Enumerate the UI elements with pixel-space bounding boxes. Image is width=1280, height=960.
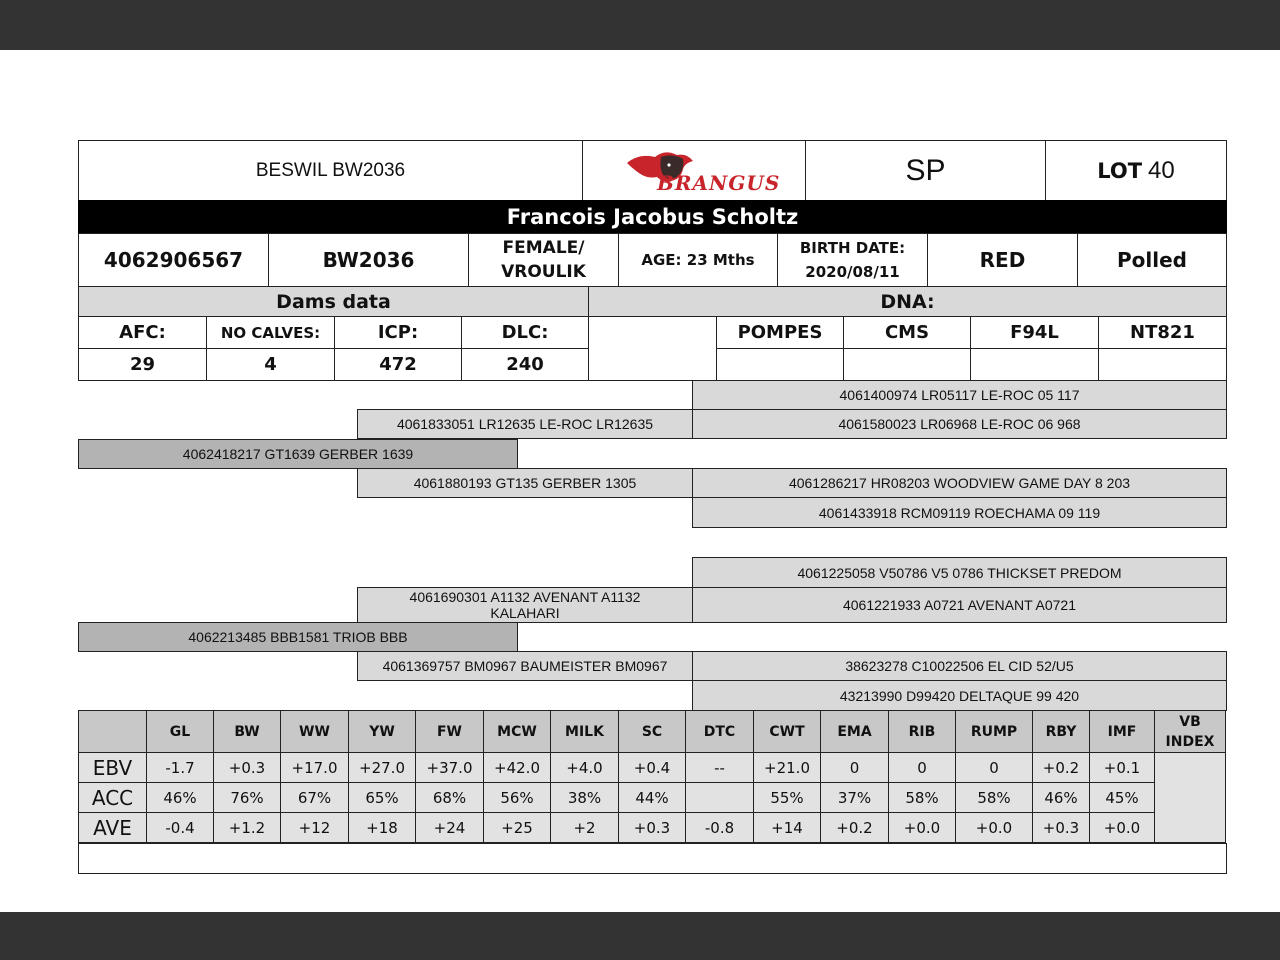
ebv-col-header: BW bbox=[214, 711, 281, 753]
dna-value-cms bbox=[843, 348, 971, 381]
dna-value-pompes bbox=[716, 348, 844, 381]
dna-label-nt821 bbox=[1098, 316, 1227, 349]
pedigree-ssd bbox=[692, 409, 1227, 439]
acc-cell: 37% bbox=[821, 783, 889, 813]
ebv-col-header: FW bbox=[416, 711, 484, 753]
dna-blank-cell bbox=[588, 316, 717, 381]
pedigree-sds bbox=[692, 468, 1227, 498]
pedigree-dss bbox=[692, 557, 1227, 588]
ebv-cell: +0.3 bbox=[214, 753, 281, 783]
animal-name: BESWIL BW2036 bbox=[255, 159, 406, 181]
pedigree-text: 4061286217 HR08203 WOODVIEW GAME DAY 8 203 bbox=[788, 475, 1131, 491]
pedigree-sd bbox=[357, 468, 693, 498]
ebv-col-header: SC bbox=[619, 711, 686, 753]
ave-cell: +18 bbox=[349, 813, 416, 843]
birth-date: 2020/08/11 bbox=[805, 263, 900, 281]
animal-id: BW2036 bbox=[322, 248, 415, 272]
pedigree-text: 43213990 D99420 DELTAQUE 99 420 bbox=[839, 687, 1080, 704]
dna-label-cms bbox=[843, 316, 971, 349]
pedigree-text: 4062418217 GT1639 GERBER 1639 bbox=[182, 446, 414, 462]
acc-cell: 58% bbox=[889, 783, 956, 813]
acc-cell: 46% bbox=[1033, 783, 1090, 813]
brangus-logo bbox=[619, 147, 781, 195]
ebv-cell: 0 bbox=[956, 753, 1033, 783]
pedigree-sdd bbox=[692, 497, 1227, 528]
dna-label-pompes bbox=[716, 316, 844, 349]
lot-number: 40 bbox=[1148, 156, 1175, 184]
ebv-row-label: EBV bbox=[79, 753, 147, 783]
dams-value-text: 29 bbox=[129, 354, 156, 375]
acc-cell: 38% bbox=[551, 783, 619, 813]
dams-value-dlc bbox=[461, 348, 589, 381]
acc-cell: 58% bbox=[956, 783, 1033, 813]
acc-cell: 65% bbox=[349, 783, 416, 813]
pedigree-text: 4061221933 A0721 AVENANT A0721 bbox=[842, 597, 1076, 613]
ebv-col-header: MCW bbox=[484, 711, 551, 753]
birth-date-cell bbox=[777, 233, 928, 287]
ebv-table bbox=[78, 710, 1226, 843]
pedigree-text: 4061580023 LR06968 LE-ROC 06 968 bbox=[838, 416, 1081, 432]
ebv-col-header: WW bbox=[281, 711, 349, 753]
dams-data-title: Dams data bbox=[276, 290, 391, 313]
dna-label-text: CMS bbox=[884, 322, 930, 343]
dams-value-text: 240 bbox=[506, 354, 544, 375]
acc-cell: 44% bbox=[619, 783, 686, 813]
ebv-cell: +21.0 bbox=[754, 753, 821, 783]
ebv-header-row bbox=[79, 711, 1226, 753]
acc-cell: 46% bbox=[147, 783, 214, 813]
ave-row-label: AVE bbox=[79, 813, 147, 843]
pedigree-ddd bbox=[692, 680, 1227, 711]
birth-date-label: BIRTH DATE: bbox=[799, 239, 906, 257]
dna-header bbox=[588, 286, 1227, 317]
owner-name: Francois Jacobus Scholtz bbox=[506, 205, 799, 229]
age-cell bbox=[618, 233, 778, 287]
pedigree-text: 4061833051 LR12635 LE-ROC LR12635 bbox=[396, 416, 654, 432]
acc-cell: 55% bbox=[754, 783, 821, 813]
sex-cell bbox=[468, 233, 619, 287]
acc-cell: 76% bbox=[214, 783, 281, 813]
ebv-cell: +37.0 bbox=[416, 753, 484, 783]
ebv-col-header: MILK bbox=[551, 711, 619, 753]
pedigree-dsd bbox=[692, 587, 1227, 623]
vb-index-value bbox=[1155, 753, 1226, 843]
ave-cell: -0.8 bbox=[686, 813, 754, 843]
ebv-col-header: GL bbox=[147, 711, 214, 753]
pedigree-text: KALAHARI bbox=[490, 605, 560, 621]
dams-label-dlc bbox=[461, 316, 589, 349]
pedigree-sire bbox=[78, 439, 518, 469]
pedigree-ds bbox=[357, 587, 693, 623]
ave-cell: +24 bbox=[416, 813, 484, 843]
ave-row bbox=[79, 813, 1226, 843]
sex-line1: FEMALE/ bbox=[502, 238, 585, 258]
pedigree-sss bbox=[692, 380, 1227, 410]
owner-bar bbox=[78, 200, 1227, 234]
ebv-cell: +0.2 bbox=[1033, 753, 1090, 783]
dams-label-no-calves bbox=[206, 316, 335, 349]
ave-cell: +0.0 bbox=[889, 813, 956, 843]
dams-value-text: 472 bbox=[379, 354, 417, 375]
pedigree-ss bbox=[357, 409, 693, 439]
dams-value-no-calves bbox=[206, 348, 335, 381]
dams-label-text: NO CALVES: bbox=[220, 323, 321, 342]
notes-row bbox=[78, 843, 1227, 874]
color-cell bbox=[927, 233, 1078, 287]
dams-data-header bbox=[78, 286, 589, 317]
brand-wordmark: BRANGUS bbox=[657, 170, 781, 195]
vb-line2: INDEX bbox=[1165, 733, 1215, 750]
ebv-col-header: CWT bbox=[754, 711, 821, 753]
acc-cell: 45% bbox=[1090, 783, 1155, 813]
ebv-cell: -1.7 bbox=[147, 753, 214, 783]
ebv-col-header: EMA bbox=[821, 711, 889, 753]
sp-cell bbox=[805, 140, 1046, 201]
ebv-row bbox=[79, 753, 1226, 783]
pedigree-text: 38623278 C10022506 EL CID 52/U5 bbox=[845, 658, 1074, 674]
logo-cell bbox=[582, 140, 806, 201]
dna-label-text: F94L bbox=[1010, 322, 1059, 343]
lot-label: LOT bbox=[1097, 158, 1143, 183]
dams-value-text: 4 bbox=[264, 354, 277, 375]
age: AGE: 23 Mths bbox=[641, 251, 755, 269]
ave-cell: +2 bbox=[551, 813, 619, 843]
dams-label-text: DLC: bbox=[501, 322, 549, 343]
vb-line1: VB bbox=[1179, 713, 1201, 730]
dams-label-text: AFC: bbox=[119, 322, 166, 343]
ebv-cell: 0 bbox=[821, 753, 889, 783]
ebv-col-header: IMF bbox=[1090, 711, 1155, 753]
dams-label-icp bbox=[334, 316, 462, 349]
top-bar bbox=[0, 0, 1280, 50]
pedigree-dds bbox=[692, 651, 1227, 681]
sp-code: SP bbox=[905, 153, 946, 187]
pedigree-text: 4061225058 V50786 V5 0786 THICKSET PREDOM bbox=[797, 564, 1122, 581]
pedigree-text: 4061690301 A1132 AVENANT A1132 bbox=[409, 589, 641, 605]
pedigree-text: 4061433918 RCM09119 ROECHAMA 09 119 bbox=[818, 504, 1101, 521]
dams-value-icp bbox=[334, 348, 462, 381]
dna-label-text: POMPES bbox=[737, 322, 823, 343]
pedigree-text: 4062213485 BBB1581 TRIOB BBB bbox=[188, 629, 408, 645]
acc-cell: 67% bbox=[281, 783, 349, 813]
ebv-cell: +4.0 bbox=[551, 753, 619, 783]
ave-cell: +1.2 bbox=[214, 813, 281, 843]
dams-label-text: ICP: bbox=[377, 322, 419, 343]
ebv-col-header: RBY bbox=[1033, 711, 1090, 753]
ebv-cell: +0.1 bbox=[1090, 753, 1155, 783]
ave-cell: +12 bbox=[281, 813, 349, 843]
acc-cell: 56% bbox=[484, 783, 551, 813]
reg-number: 4062906567 bbox=[103, 248, 244, 272]
reg-number-cell bbox=[78, 233, 269, 287]
horn-cell bbox=[1077, 233, 1227, 287]
dams-label-afc bbox=[78, 316, 207, 349]
pedigree-text: 4061880193 GT135 GERBER 1305 bbox=[413, 475, 637, 491]
ave-cell: +0.3 bbox=[1033, 813, 1090, 843]
ave-cell: +0.0 bbox=[956, 813, 1033, 843]
pedigree-dam bbox=[78, 622, 518, 652]
acc-cell: 68% bbox=[416, 783, 484, 813]
ebv-cell: +42.0 bbox=[484, 753, 551, 783]
acc-cell bbox=[686, 783, 754, 813]
dna-title: DNA: bbox=[880, 290, 935, 313]
ebv-col-header: RUMP bbox=[956, 711, 1033, 753]
horn-value: Polled bbox=[1117, 248, 1187, 272]
ave-cell: +0.0 bbox=[1090, 813, 1155, 843]
color-value: RED bbox=[979, 248, 1026, 272]
ave-cell: +14 bbox=[754, 813, 821, 843]
dna-value-f94l bbox=[970, 348, 1099, 381]
ave-cell: +25 bbox=[484, 813, 551, 843]
ave-cell: +0.3 bbox=[619, 813, 686, 843]
acc-row-label: ACC bbox=[79, 783, 147, 813]
animal-id-cell bbox=[268, 233, 469, 287]
acc-row bbox=[79, 783, 1226, 813]
dna-label-text: NT821 bbox=[1130, 322, 1195, 343]
ebv-cell: 0 bbox=[889, 753, 956, 783]
ebv-corner-cell bbox=[79, 711, 147, 753]
ebv-cell: +0.4 bbox=[619, 753, 686, 783]
vb-index-header bbox=[1155, 711, 1226, 753]
ave-cell: -0.4 bbox=[147, 813, 214, 843]
ebv-cell: +17.0 bbox=[281, 753, 349, 783]
dna-label-f94l bbox=[970, 316, 1099, 349]
dna-value-nt821 bbox=[1098, 348, 1227, 381]
lot-cell bbox=[1045, 140, 1227, 201]
animal-name-cell bbox=[78, 140, 583, 201]
ebv-col-header: YW bbox=[349, 711, 416, 753]
ave-cell: +0.2 bbox=[821, 813, 889, 843]
ebv-cell: +27.0 bbox=[349, 753, 416, 783]
bottom-bar bbox=[0, 912, 1280, 960]
ebv-col-header: RIB bbox=[889, 711, 956, 753]
ebv-cell: -- bbox=[686, 753, 754, 783]
pedigree-text: 4061400974 LR05117 LE-ROC 05 117 bbox=[839, 387, 1080, 403]
dams-value-afc bbox=[78, 348, 207, 381]
sex-line2: VROULIK bbox=[501, 262, 586, 282]
ebv-col-header: DTC bbox=[686, 711, 754, 753]
pedigree-text: 4061369757 BM0967 BAUMEISTER BM0967 bbox=[382, 658, 668, 674]
pedigree-dd bbox=[357, 651, 693, 681]
